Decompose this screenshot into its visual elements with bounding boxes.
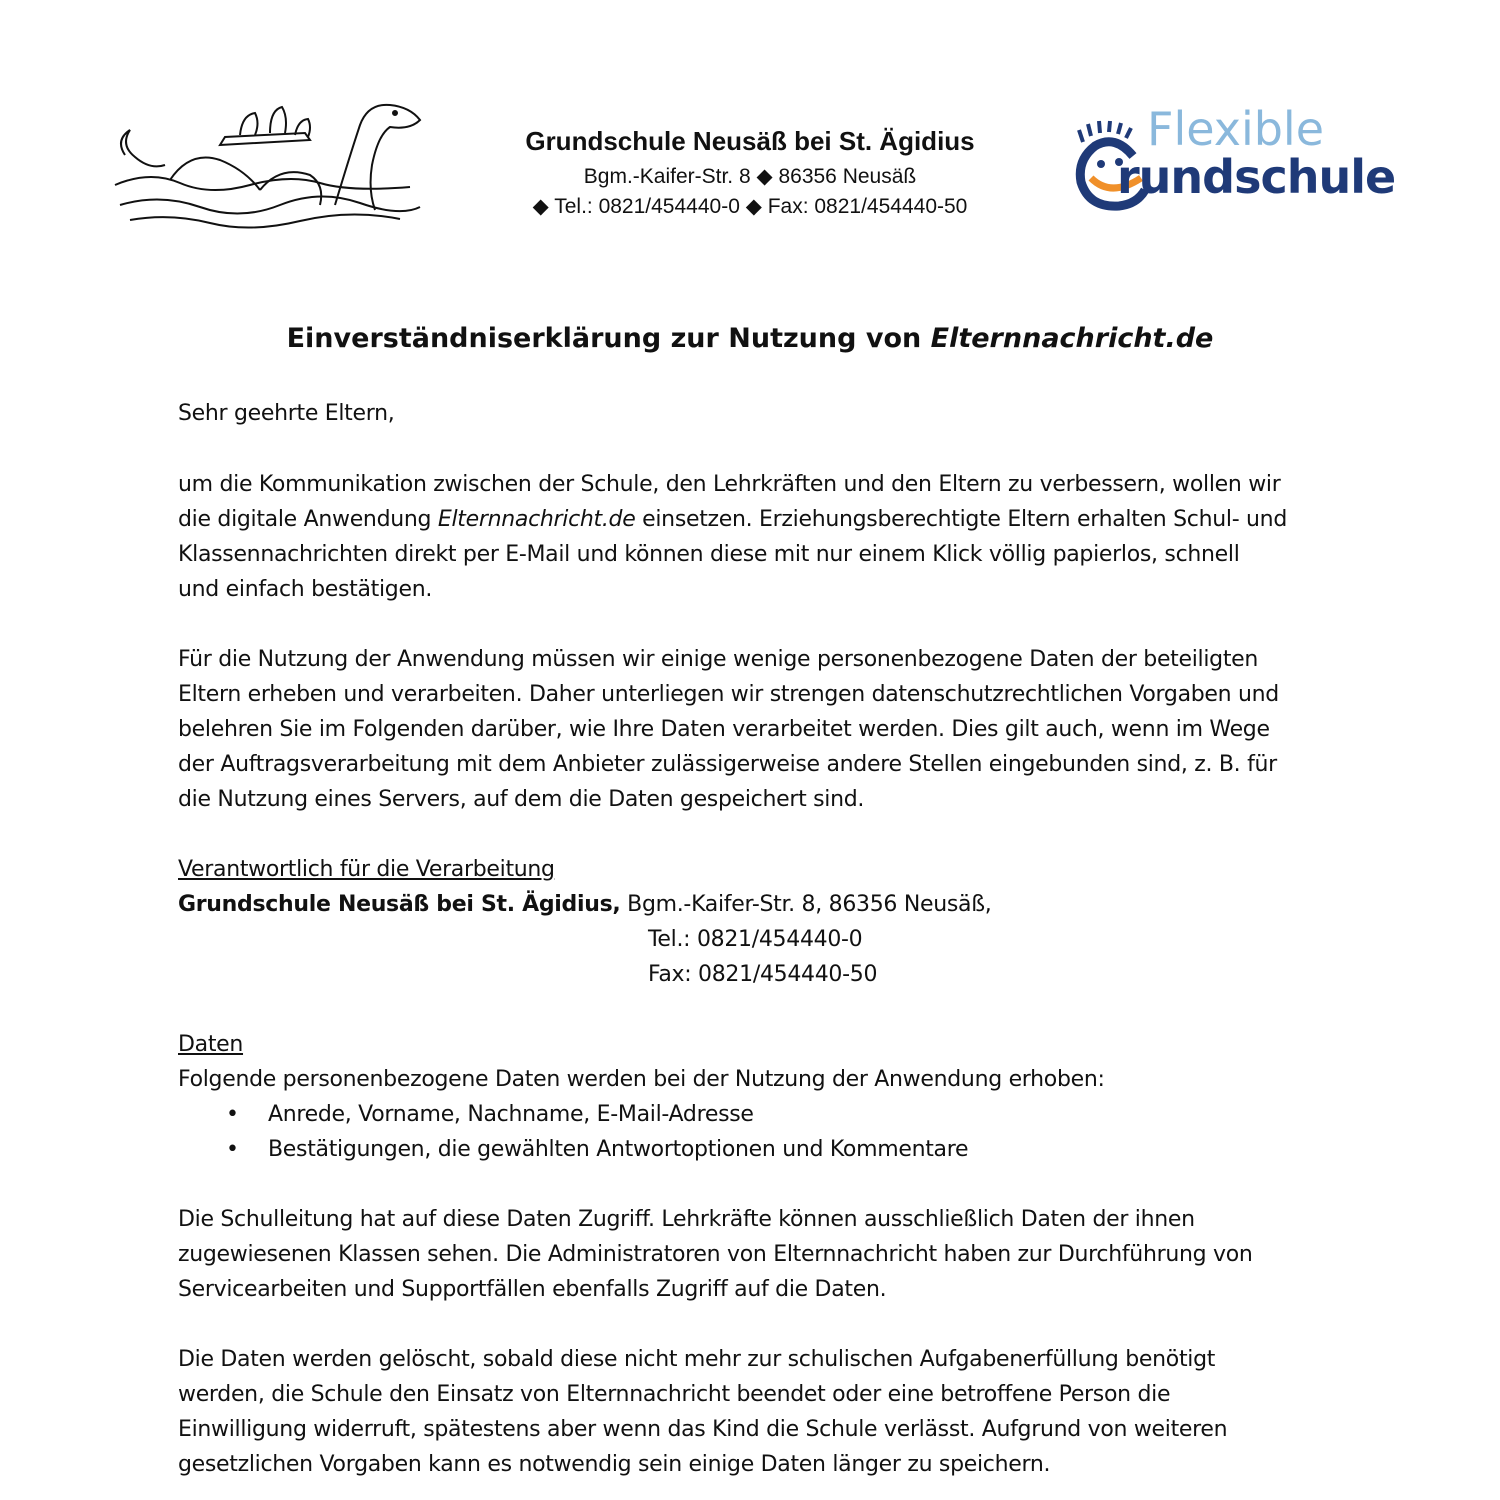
text: einsetzen. Erziehungsberechtigte Eltern erhalten Schul- und [635,507,1287,532]
title-main: Einverständniserklärung zur Nutzung von [286,323,931,354]
logo-text-flexible: Flexible [1147,102,1325,156]
greeting: Sehr geehrte Eltern, [178,401,395,426]
responsible-name: Grundschule Neusäß bei St. Ägidius, [178,892,621,917]
document-body [178,0,1378,1500]
para4-line: Die Daten werden gelöscht, sobald diese nicht mehr zur schulischen Aufgabenerfüllung benötigt [178,1347,1216,1372]
para1-line [178,507,1287,532]
para1-line: um die Kommunikation zwischen der Schule, den Lehrkräften und den Eltern zu verbessern, wollen wir [178,472,1281,497]
responsible-line [178,892,991,917]
data-heading: Daten [178,1032,244,1057]
responsible-heading: Verantwortlich für die Verarbeitung [178,857,555,882]
list-item-text: Anrede, Vorname, Nachname, E-Mail-Adresse [268,1102,754,1127]
para2-line: belehren Sie im Folgenden darüber, wie Ihre Daten verarbeitet werden. Dies gilt auch, wenn im Wege [178,717,1270,742]
para3-line: zugewiesenen Klassen sehen. Die Administratoren von Elternnachricht haben zur Durchführung von [178,1242,1253,1267]
para1-line: und einfach bestätigen. [178,577,433,602]
school-contact: ◆ Tel.: 0821/454440-0 ◆ Fax: 0821/454440-50 [532,195,968,218]
responsible-tel: Tel.: 0821/454440-0 [648,927,863,952]
logo-text-grundschule: rundschule [1117,150,1396,204]
para2-line: Für die Nutzung der Anwendung müssen wir einige wenige personenbezogene Daten der beteiligten [178,647,1259,672]
para3-line: Die Schulleitung hat auf diese Daten Zugriff. Lehrkräfte können ausschließlich Daten der ihnen [178,1207,1195,1232]
para2-line: die Nutzung eines Servers, auf dem die Daten gespeichert sind. [178,787,865,812]
para2-line: der Auftragsverarbeitung mit dem Anbieter zulässigerweise andere Stellen eingebunden sind, z. B. für [178,752,1277,777]
app-name: Elternnachricht.de [437,507,636,532]
para2-line: Eltern erheben und verarbeiten. Daher unterliegen wir strengen datenschutzrechtlichen Vorgaben und [178,682,1279,707]
responsible-address: Bgm.-Kaifer-Str. 8, 86356 Neusäß, [620,892,992,917]
responsible-fax: Fax: 0821/454440-50 [648,962,878,987]
bullet-icon: • [226,1137,239,1162]
data-intro: Folgende personenbezogene Daten werden bei der Nutzung der Anwendung erhoben: [178,1067,1105,1092]
para4-line: Einwilligung widerruft, spätestens aber wenn das Kind die Schule verlässt. Aufgrund von weiteren [178,1417,1228,1442]
para4-line: gesetzlichen Vorgaben kann es notwendig sein einige Daten länger zu speichern. [178,1452,1051,1477]
text: die digitale Anwendung [178,507,438,532]
list-item-text: Bestätigungen, die gewählten Antwortoptionen und Kommentare [268,1137,969,1162]
para4-line: werden, die Schule den Einsatz von Elternnachricht beendet oder eine betroffene Person die [178,1382,1171,1407]
para1-line: Klassennachrichten direkt per E-Mail und können diese mit nur einem Klick völlig papierlos, schnell [178,542,1240,567]
school-address: Bgm.-Kaifer-Str. 8 ◆ 86356 Neusäß [583,165,917,188]
bullet-icon: • [226,1102,239,1127]
title-italic: Elternnachricht.de [930,323,1214,354]
para3-line: Servicearbeiten und Supportfällen ebenfalls Zugriff auf die Daten. [178,1277,887,1302]
school-name: Grundschule Neusäß bei St. Ägidius [525,126,975,156]
